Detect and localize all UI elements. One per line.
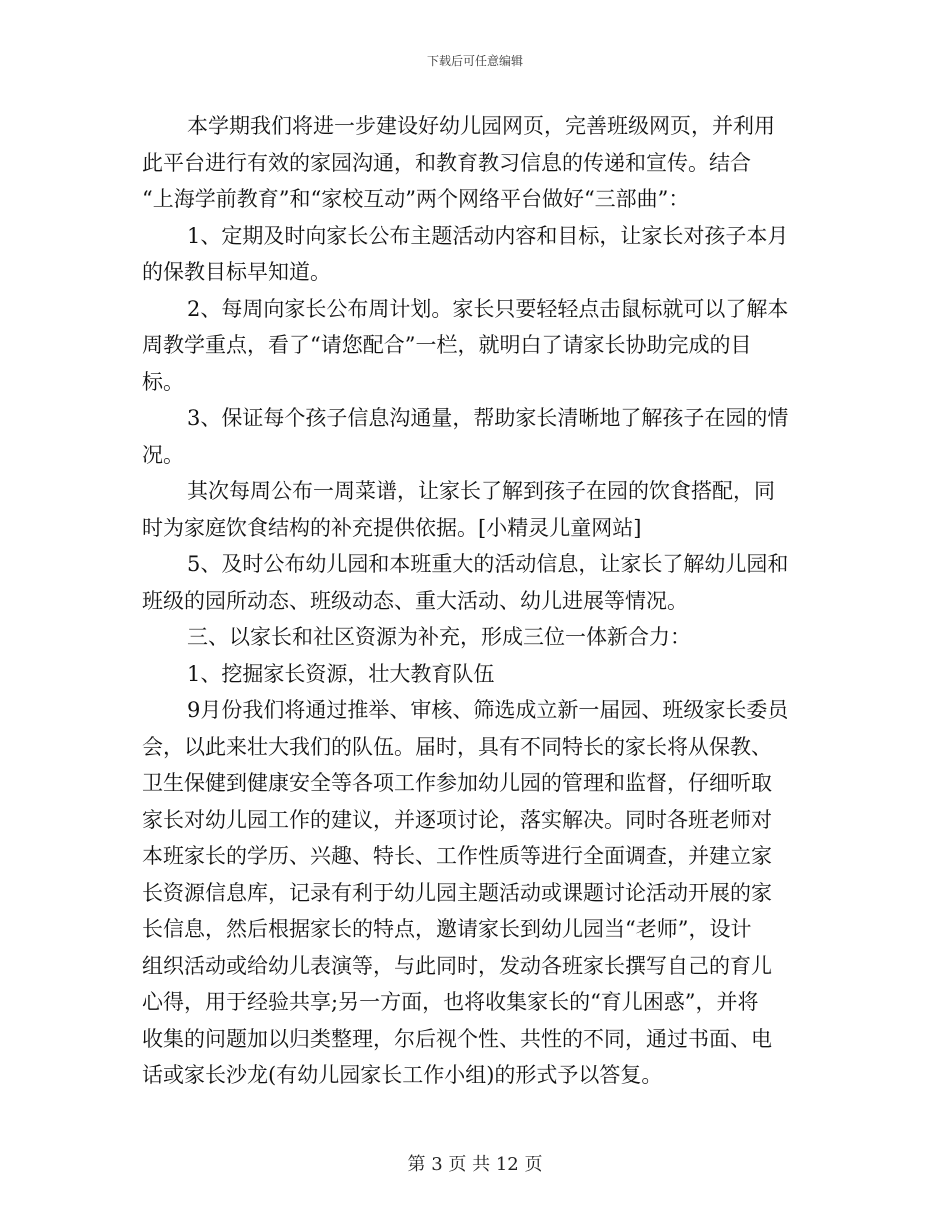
page-header-note: 下载后可任意编辑 bbox=[426, 54, 523, 68]
text-line: 此平台进行有效的家园沟通，和教育教习信息的传递和宣传。结合 bbox=[142, 150, 751, 175]
subsection-heading: 1、挖掘家长资源，壮大教育队伍 bbox=[187, 661, 495, 686]
text-line: 组织活动或给幼儿表演等，与此同时，发动各班家长撰写自己的育儿 bbox=[142, 953, 772, 978]
text-line: 1、定期及时向家长公布主题活动内容和目标，让家长对孩子本月 bbox=[187, 223, 789, 248]
page-number: 第 3 页 共 12 页 bbox=[407, 1154, 543, 1175]
text-line: 话或家长沙龙(有幼儿园家长工作小组)的形式予以答复。 bbox=[142, 1063, 663, 1087]
text-line: 本学期我们将进一步建设好幼儿园网页，完善班级网页，并利用 bbox=[187, 114, 775, 138]
text-line: 其次每周公布一周菜谱，让家长了解到孩子在园的饮食搭配，同 bbox=[187, 479, 775, 503]
section-heading: 三、以家长和社区资源为补充，形成三位一体新合力： bbox=[187, 625, 691, 649]
text-line: 9月份我们将通过推举、审核、筛选成立新一届园、班级家长委员 bbox=[187, 698, 789, 722]
text-line: 2、每周向家长公布周计划。家长只要轻轻点击鼠标就可以了解本 bbox=[187, 296, 789, 321]
text-line: 3、保证每个孩子信息沟通量，帮助家长清晰地了解孩子在园的情 bbox=[187, 406, 789, 430]
text-line: “上海学前教育”和“家校互动”两个网络平台做好“三部曲”： bbox=[142, 187, 690, 211]
text-line: 收集的问题加以归类整理，尔后视个性、共性的不同，通过书面、电 bbox=[142, 1026, 772, 1051]
text-line: 班级的园所动态、班级动态、重大活动、幼儿进展等情况。 bbox=[142, 588, 688, 613]
text-line: 周教学重点，看了“请您配合”一栏，就明白了请家长协助完成的目 bbox=[142, 333, 752, 357]
text-line: 长资源信息库，记录有利于幼儿园主题活动或课题讨论活动开展的家 bbox=[142, 880, 772, 905]
text-line: 标。 bbox=[142, 369, 184, 394]
text-line: 家长对幼儿园工作的建议，并逐项讨论，落实解决。同时各班老师对 bbox=[142, 807, 772, 832]
text-line: 5、及时公布幼儿园和本班重大的活动信息，让家长了解幼儿园和 bbox=[187, 552, 789, 576]
text-line: 况。 bbox=[142, 442, 184, 467]
text-line: 的保教目标早知道。 bbox=[142, 260, 331, 284]
text-line: 会，以此来壮大我们的队伍。届时，具有不同特长的家长将从保教、 bbox=[142, 734, 772, 759]
text-line: 心得，用于经验共享;另一方面，也将收集家长的“育儿困惑”，并将 bbox=[142, 990, 759, 1014]
text-line: 卫生保健到健康安全等各项工作参加幼儿园的管理和监督，仔细听取 bbox=[142, 771, 772, 795]
text-line: 本班家长的学历、兴趣、特长、工作性质等进行全面调查，并建立家 bbox=[142, 844, 772, 868]
text-line: 时为家庭饮食结构的补充提供依据。[小精灵儿童网站] bbox=[142, 515, 642, 540]
text-line: 长信息，然后根据家长的特点，邀请家长到幼儿园当“老师”，设计 bbox=[142, 917, 752, 941]
document-body bbox=[142, 108, 814, 1094]
